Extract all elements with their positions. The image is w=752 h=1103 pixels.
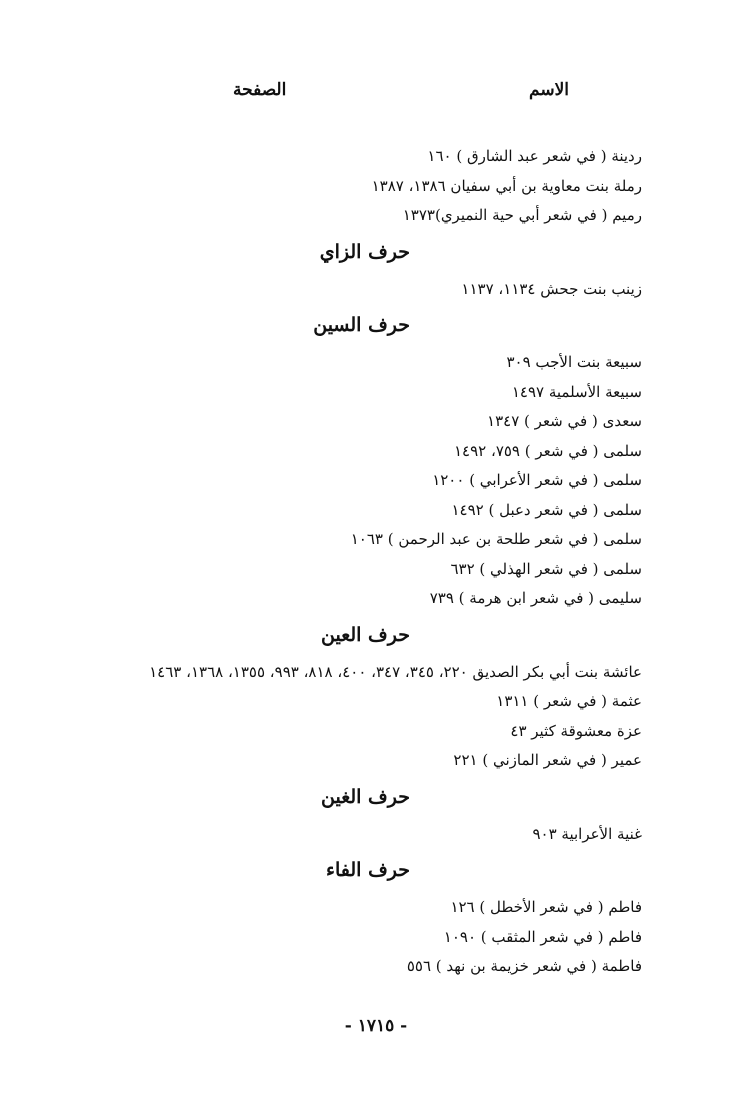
section-sin (60, 310, 642, 614)
index-entry: سبيعة الأسلمية ١٤٩٧ (511, 382, 642, 401)
name-column-header: الاسم (529, 80, 569, 100)
index-entry: فاطمة ( في شعر خزيمة بن نهد ) ٥٥٦ (406, 957, 642, 975)
index-entry: سعدى ( في شعر ) ١٣٤٧ (487, 412, 642, 430)
section-ghayn (60, 782, 642, 850)
index-entry: سلمى ( في شعر الأعرابي ) ١٢٠٠ (432, 471, 642, 489)
index-list (60, 142, 642, 982)
section-title: حرف الغين (321, 785, 410, 808)
section-ayn (60, 620, 642, 776)
index-entry: سلمى ( في شعر الهذلي ) ٦٣٢ (450, 559, 642, 578)
index-entry: سلمى ( في شعر دعبل ) ١٤٩٢ (451, 500, 642, 519)
page-column-header: الصفحة (233, 80, 287, 100)
index-entry: عائشة بنت أبي بكر الصديق ٢٢٠، ٣٤٥، ٣٤٧، ٤٠٠، ٨١٨، ٩٩٣، ١٣٥٥، ١٣٦٨، ١٤٦٣ (149, 662, 642, 681)
section-fa (60, 855, 642, 982)
index-entry: سبيعة بنت الأجب ٣٠٩ (506, 353, 642, 371)
entry-list-ra (60, 142, 642, 231)
index-entry: عزة معشوقة كثير ٤٣ (510, 721, 642, 740)
index-entry: عمير ( في شعر المازني ) ٢٢١ (453, 751, 642, 769)
index-entry: فاطم ( في شعر الأخطل ) ١٢٦ (450, 898, 642, 916)
index-entry: غنية الأعرابية ٩٠٣ (532, 824, 642, 843)
section-title: حرف الزاي (319, 240, 410, 263)
section-title: حرف الفاء (326, 859, 410, 881)
section-zay (60, 237, 642, 305)
index-entry: زينب بنت جحش ١١٣٤، ١١٣٧ (461, 279, 642, 298)
index-entry: سليمى ( في شعر ابن هرمة ) ٧٣٩ (429, 589, 642, 607)
section-title: حرف العين (321, 623, 410, 646)
index-entry: سلمى ( في شعر ) ٧٥٩، ١٤٩٢ (453, 441, 642, 460)
index-entry: رميم ( في شعر أبي حية النميري)١٣٧٣ (402, 206, 642, 224)
index-entry: عثمة ( في شعر ) ١٣١١ (496, 692, 642, 710)
index-entry: رملة بنت معاوية بن أبي سفيان ١٣٨٦، ١٣٨٧ (371, 176, 642, 195)
index-entry: سلمى ( في شعر طلحة بن عبد الرحمن ) ١٠٦٣ (350, 530, 642, 548)
page-number: - ١٧١٥ - (344, 1016, 408, 1036)
index-entry: فاطم ( في شعر المثقب ) ١٠٩٠ (443, 927, 642, 946)
section-title: حرف السين (313, 314, 410, 336)
index-entry: ردينة ( في شعر عبد الشارق ) ١٦٠ (427, 147, 642, 165)
